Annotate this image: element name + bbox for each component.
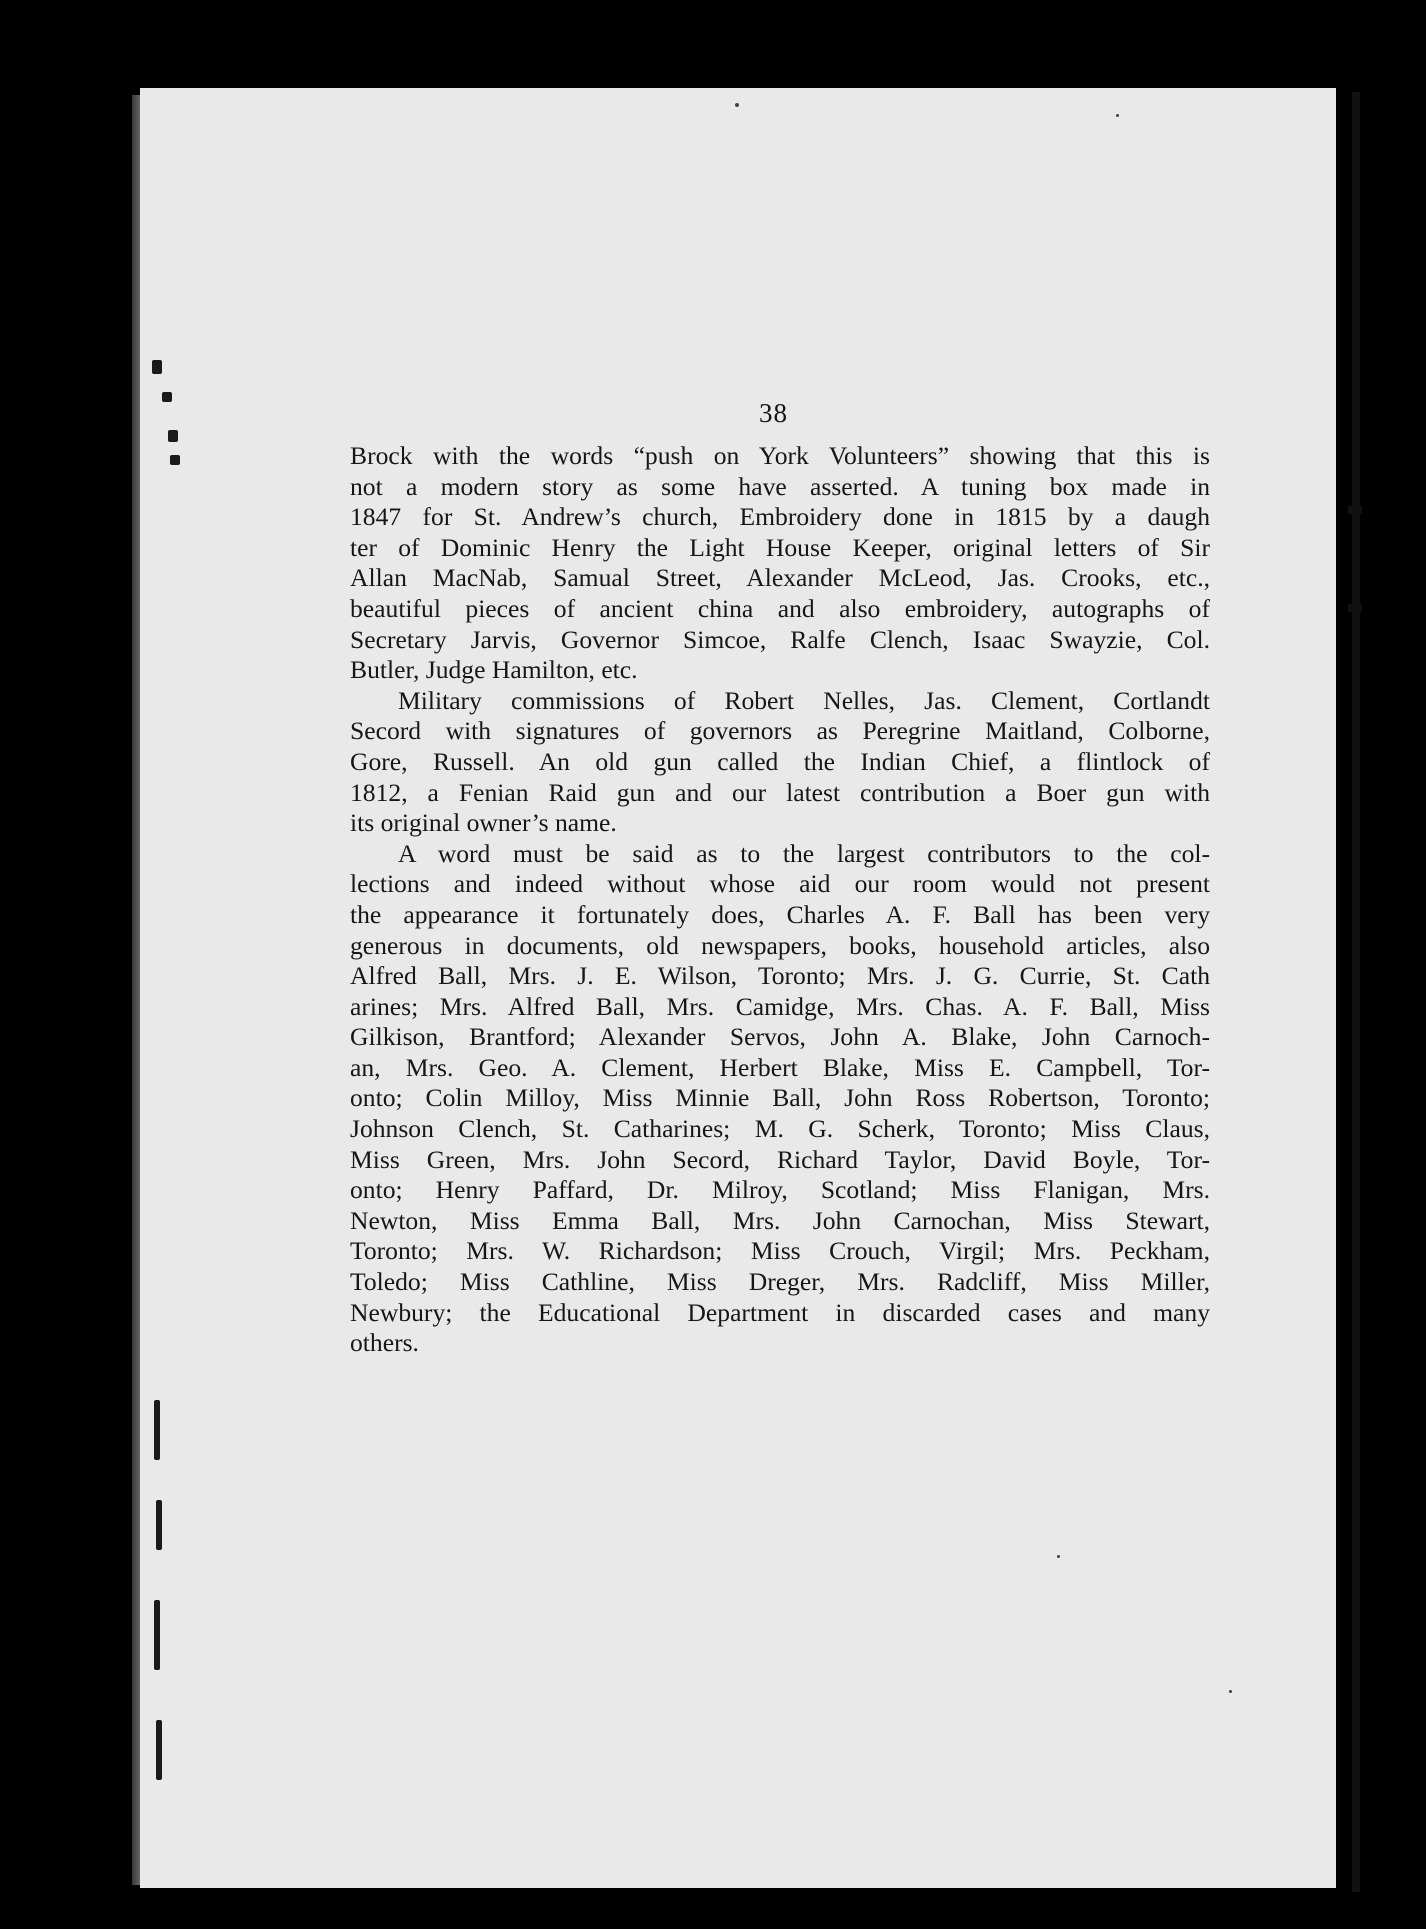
page-number: 38 — [759, 398, 788, 428]
text-line: Gilkison, Brantford; Alexander Servos, John A. Blake, John Carnoch- — [350, 1022, 1210, 1052]
text-line: generous in documents, old newspapers, books, household articles, also — [350, 930, 1210, 960]
text-line: Butler, Judge Hamilton, etc. — [350, 655, 638, 685]
text-line: arines; Mrs. Alfred Ball, Mrs. Camidge, Mrs. Chas. A. F. Ball, Miss — [350, 991, 1210, 1021]
facing-page-edge — [1352, 92, 1360, 1892]
text-line: Brock with the words “push on York Volunteers” showing that this is — [350, 441, 1210, 470]
text-line: 1847 for St. Andrew’s church, Embroidery done in 1815 by a daugh — [350, 502, 1210, 532]
text-line: lections and indeed without whose aid our room would not present — [350, 869, 1210, 899]
text-line: Allan MacNab, Samual Street, Alexander McLeod, Jas. Crooks, etc., — [350, 563, 1210, 593]
text-line: Alfred Ball, Mrs. J. E. Wilson, Toronto; Mrs. J. G. Currie, St. Cath — [350, 961, 1210, 991]
text-line: ter of Dominic Henry the Light House Keeper, original letters of Sir — [350, 532, 1210, 562]
paragraph — [350, 441, 1210, 686]
text-line: Miss Green, Mrs. John Secord, Richard Taylor, David Boyle, Tor- — [350, 1144, 1210, 1174]
text-line: Gore, Russell. An old gun called the Indian Chief, a flintlock of — [350, 746, 1210, 776]
text-line: Newbury; the Educational Department in discarded cases and many — [350, 1297, 1210, 1327]
text-line: Toledo; Miss Cathline, Miss Dreger, Mrs. Radcliff, Miss Miller, — [350, 1267, 1210, 1297]
text-line: onto; Colin Milloy, Miss Minnie Ball, John Ross Robertson, Toronto; — [350, 1083, 1210, 1113]
text-line: onto; Henry Paffard, Dr. Milroy, Scotland; Miss Flanigan, Mrs. — [350, 1175, 1210, 1205]
text-line: A word must be said as to the largest contributors to the col- — [398, 838, 1210, 868]
speck — [1229, 1690, 1232, 1693]
speck — [1116, 114, 1119, 117]
speck — [1057, 1555, 1060, 1558]
speck — [735, 103, 739, 107]
text-line: 1812, a Fenian Raid gun and our latest contribution a Boer gun with — [350, 777, 1210, 807]
text-line: its original owner’s name. — [350, 808, 617, 838]
text-line: Military commissions of Robert Nelles, Jas. Clement, Cortlandt — [398, 685, 1210, 715]
text-line: Newton, Miss Emma Ball, Mrs. John Carnochan, Miss Stewart, — [350, 1205, 1210, 1235]
text-line: Secord with signatures of governors as Peregrine Maitland, Colborne, — [350, 716, 1210, 746]
text-line: Toronto; Mrs. W. Richardson; Miss Crouch, Virgil; Mrs. Peckham, — [350, 1236, 1210, 1266]
binding-marks — [140, 360, 200, 1860]
paragraph — [350, 839, 1210, 1359]
text-line: Johnson Clench, St. Catharines; M. G. Scherk, Toronto; Miss Claus, — [350, 1114, 1210, 1144]
text-line: others. — [350, 1328, 419, 1358]
text-line: the appearance it fortunately does, Charles A. F. Ball has been very — [350, 899, 1210, 929]
text-line: an, Mrs. Geo. A. Clement, Herbert Blake, Miss E. Campbell, Tor- — [350, 1052, 1210, 1082]
text-line: Secretary Jarvis, Governor Simcoe, Ralfe Clench, Isaac Swayzie, Col. — [350, 624, 1210, 654]
body-text — [350, 441, 1210, 1359]
text-line: beautiful pieces of ancient china and also embroidery, autographs of — [350, 593, 1210, 623]
paragraph — [350, 686, 1210, 839]
text-line: not a modern story as some have asserted. A tuning box made in — [350, 471, 1210, 501]
